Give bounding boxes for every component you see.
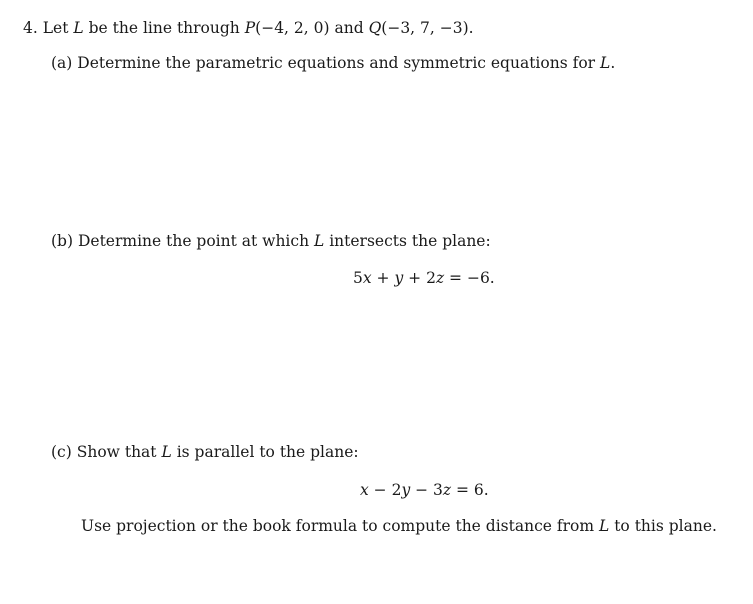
- part-b-text-end: intersects the plane:: [329, 232, 491, 250]
- part-b-text: Determine the point at which: [77, 232, 310, 250]
- part-b: [51, 231, 491, 251]
- statement-text: be the line through: [88, 19, 240, 37]
- problem-statement: [23, 18, 474, 38]
- part-c-equation: x − 2y − 3z = 6.: [360, 481, 489, 499]
- statement-prefix: Let: [42, 19, 69, 37]
- part-c-instruction-variable: L: [598, 517, 610, 535]
- part-a: (a) Determine the parametric equations and symmetric equations for L.: [51, 54, 616, 72]
- part-a-text: Determine the parametric equations and symmetric equations for: [77, 54, 596, 72]
- problem-number: 4.: [23, 19, 38, 37]
- part-b-label: (b): [51, 232, 74, 250]
- point-p: P(−4, 2, 0): [244, 19, 330, 37]
- point-q: Q(−3, 7, −3).: [368, 19, 474, 37]
- part-a-variable: L: [600, 54, 611, 72]
- statement-and: and: [334, 19, 364, 37]
- part-a-label: (a): [51, 54, 73, 72]
- part-b-variable: L: [313, 232, 325, 250]
- part-c: [51, 442, 359, 462]
- part-c-text: Show that: [76, 443, 157, 461]
- part-c-label: (c): [51, 443, 72, 461]
- part-c-instruction: Use projection or the book formula to compute the distance from L to this plane.: [81, 517, 717, 535]
- part-c-text-end: is parallel to the plane:: [176, 443, 359, 461]
- line-variable: L: [73, 19, 84, 37]
- part-b-equation: 5x + y + 2z = −6.: [353, 269, 495, 287]
- part-c-variable: L: [161, 443, 172, 461]
